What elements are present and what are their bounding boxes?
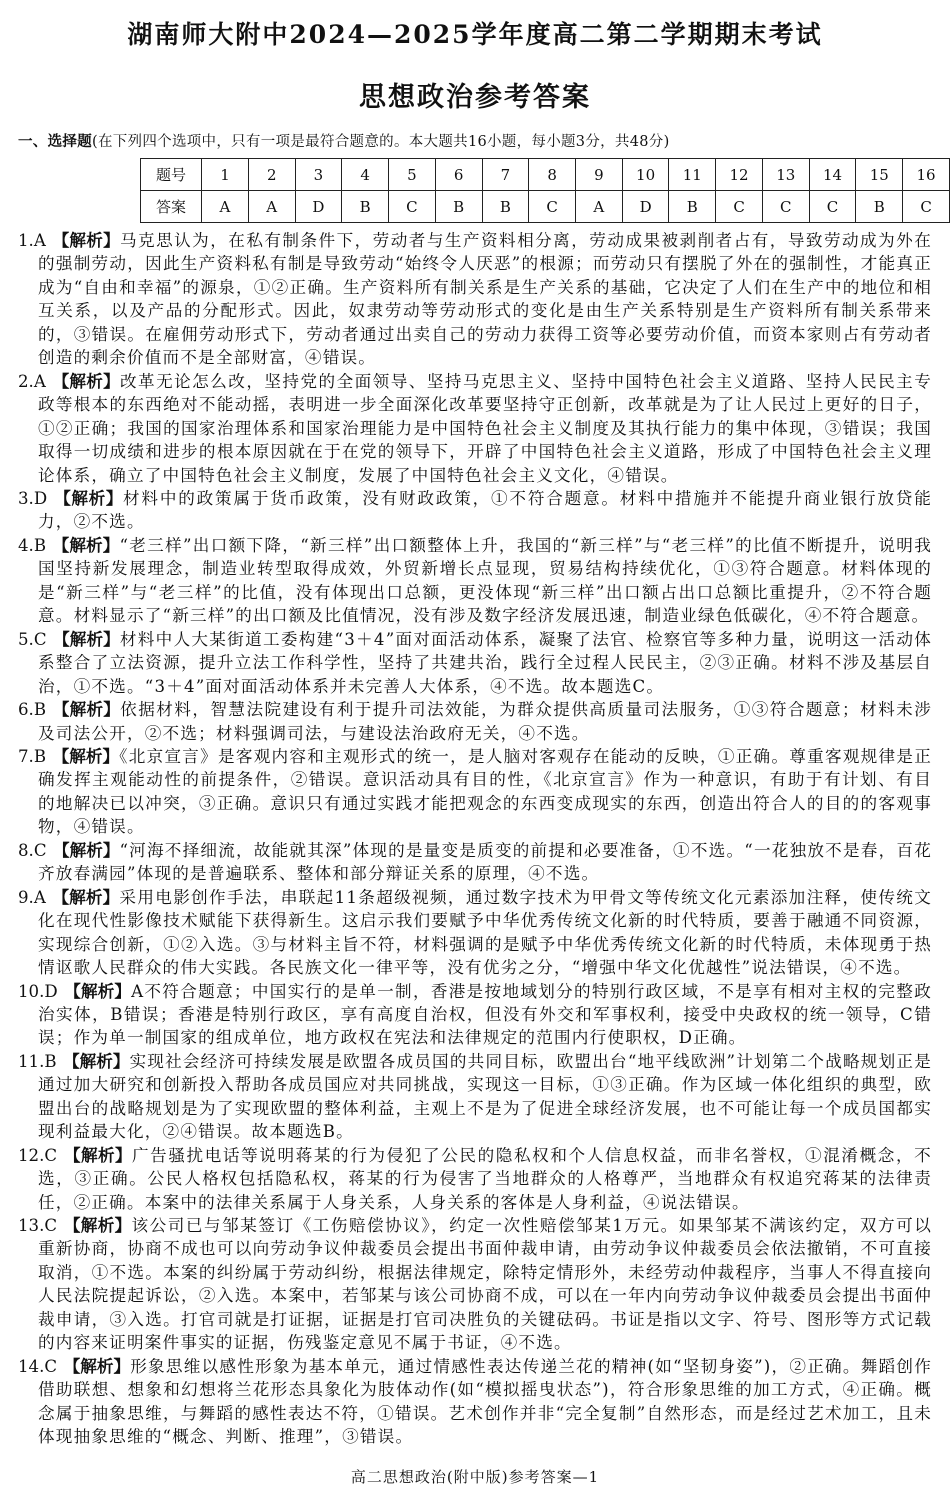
item-number: 13.C <box>18 1216 58 1236</box>
explanation-item <box>18 229 932 370</box>
answer-cell: B <box>669 191 716 223</box>
explanation-item <box>18 534 932 628</box>
explanation-item <box>18 839 932 886</box>
question-number-cell: 2 <box>248 159 295 191</box>
item-number: 4.B <box>18 535 47 555</box>
item-text: A不符合题意；中国实行的是单一制，香港是按地域划分的特别行政区域，不是享有相对主权的完整政治实体，B错误；香港是特别行政区，享有高度自治权，但没有外交和军事权利，接受中央政权的统一领导，C错误；作为单一制国家的组成单位，地方政权在宪法和法律规定的范围内行使职权，D正确。 <box>38 981 932 1048</box>
item-number: 7.B <box>18 746 47 766</box>
explanation-item <box>18 1214 932 1355</box>
analysis-tag: 【解析】 <box>63 1051 130 1071</box>
analysis-tag: 【解析】 <box>63 1216 132 1236</box>
question-number-cell: 10 <box>622 159 669 191</box>
analysis-tag: 【解析】 <box>52 700 121 720</box>
item-text: 实现社会经济可持续发展是欧盟各成员国的共同目标，欧盟出台“地平线欧洲”计划第二个战略规划正是通过加大研究和创新投入帮助各成员国应对共同挑战，实现这一目标，①③正确。作为区域一体化组织的典型，欧盟出台的战略规划是为了实现欧盟的整体利益，主观上不是为了促进全球经济发展，也不可能让每一个成员国都实现利益最大化，②④错误。故本题选B。 <box>38 1051 932 1142</box>
question-number-cell: 15 <box>856 159 903 191</box>
answer-explanations <box>18 229 932 1449</box>
question-number-cell: 6 <box>435 159 482 191</box>
answer-cell: A <box>248 191 295 223</box>
item-text: 马克思认为，在私有制条件下，劳动者与生产资料相分离，劳动成果被剥削者占有，导致劳动成为外在的强制劳动，因此生产资料私有制是导致劳动“始终令人厌恶”的根源；而劳动只有摆脱了外在的强制性，才能真正成为“自由和幸福”的源泉，①②正确。生产资料所有制关系是生产关系的基础，它决定了人们在生产中的地位和相互关系，以及产品的分配形式。因此，奴隶劳动等劳动形式的变化是由生产关系特别是生产资料所有制关系带来的，③错误。在雇佣劳动形式下，劳动者通过出卖自己的劳动力获得工资等必要劳动价值，而资本家则占有劳动者创造的剩余价值而不是全部财富，④错误。 <box>38 231 932 368</box>
item-text: 改革无论怎么改，坚持党的全面领导、坚持马克思主义、坚持中国特色社会主义道路、坚持人民民主专政等根本的东西绝对不能动摇，表明进一步全面深化改革要坚持守正创新，改革就是为了让人民过上更好的日子，①②正确；我国的国家治理体系和国家治理能力是中国特色社会主义制度及其执行能力的集中体现，③错误；我国取得一切成绩和进步的根本原因就在于在党的领导下，开辟了中国特色社会主义道路，形成了中国特色社会主义理论体系，确立了中国特色社会主义制度，发展了中国特色社会主义文化，④错误。 <box>38 371 932 485</box>
answer-table <box>140 158 950 223</box>
section-note: (在下列四个选项中，只有一项是最符合题意的。本大题共16小题，每小题3分，共48分) <box>92 134 670 150</box>
analysis-tag: 【解析】 <box>52 231 120 250</box>
row-label-number: 题号 <box>141 159 202 191</box>
explanation-item <box>18 1355 932 1449</box>
question-number-cell: 12 <box>716 159 763 191</box>
explanation-item <box>18 628 932 698</box>
analysis-tag: 【解析】 <box>52 535 120 555</box>
item-number: 3.D <box>18 488 48 508</box>
item-number: 9.A <box>18 887 46 907</box>
question-number-cell: 3 <box>295 159 342 191</box>
answer-cell: D <box>622 191 669 223</box>
item-number: 14.C <box>18 1356 58 1376</box>
item-text: 形象思维以感性形象为基本单元，通过情感性表达传递兰花的精神(如“坚韧身姿”)，②正确。舞蹈创作借助联想、想象和幻想将兰花形态具象化为肢体动作(如“模拟摇曳状态”)，符合形象思维的加工方式，④正确。概念属于抽象思维，与舞蹈的感性表达不符，①错误。艺术创作并非“完全复制”自然形态，而是经过艺术加工，且未体现抽象思维的“概念、判断、推理”，③错误。 <box>38 1356 933 1447</box>
explanation-item <box>18 886 932 980</box>
document-title: 湖南师大附中2024—2025学年度高二第二学期期末考试 <box>127 20 823 49</box>
item-text: 《北京宣言》是客观内容和主观形式的统一，是人脑对客观存在能动的反映，①正确。尊重客观规律是正确发挥主观能动性的前提条件，②错误。意识活动具有目的性，《北京宣言》作为一种意识，有助于有计划、有目的地解决已以冲突，③正确。意识只有通过实践才能把观念的东西变成现实的东西，创造出符合人的目的的客观事物，④错误。 <box>38 746 932 837</box>
answer-cell: A <box>575 191 622 223</box>
answer-cell: B <box>435 191 482 223</box>
section-label: 一、选择题 <box>18 133 92 150</box>
answer-cell: B <box>482 191 529 223</box>
answer-cell: C <box>762 191 809 223</box>
answer-cell: D <box>295 191 342 223</box>
analysis-tag: 【解析】 <box>52 371 120 391</box>
explanation-item <box>18 370 932 487</box>
analysis-tag: 【解析】 <box>54 488 124 508</box>
explanation-item <box>18 1050 932 1144</box>
question-number-cell: 5 <box>389 159 436 191</box>
question-number-cell: 1 <box>202 159 249 191</box>
answer-cell: C <box>903 191 950 223</box>
item-text: 材料中人大某街道工委构建“3＋4”面对面活动体系，凝聚了法官、检察官等多种力量，说明这一活动体系整合了立法资源，提升立法工作科学性，坚持了共建共治，践行全过程人民民主，②③正确。材料不涉及基层自治，①不选。“3＋4”面对面活动体系并未完善人大体系，④不选。故本题选C。 <box>38 629 932 696</box>
item-number: 6.B <box>18 700 47 720</box>
question-number-cell: 7 <box>482 159 529 191</box>
answer-cell: A <box>202 191 249 223</box>
answer-cell: C <box>529 191 576 223</box>
analysis-tag: 【解析】 <box>63 1356 131 1376</box>
analysis-tag: 【解析】 <box>52 746 120 766</box>
explanation-item <box>18 698 932 745</box>
item-number: 2.A <box>18 371 46 391</box>
item-number: 1.A <box>18 231 46 250</box>
analysis-tag: 【解析】 <box>53 629 120 649</box>
item-number: 8.C <box>18 840 47 860</box>
explanation-item <box>18 487 932 534</box>
question-number-cell: 9 <box>575 159 622 191</box>
question-number-cell: 16 <box>903 159 950 191</box>
answer-cell: B <box>856 191 903 223</box>
analysis-tag: 【解析】 <box>63 1145 132 1165</box>
item-text: 采用电影创作手法，串联起11条超级视频，通过数字技术为甲骨文等传统文化元素添加注释，使传统文化在现代性影像技术赋能下获得新生。这启示我们要赋予中华优秀传统文化新的时代特质，要善于融通不同资源，实现综合创新，①②入选。③与材料主旨不符，材料强调的是赋予中华优秀传统文化新的时代特质，未体现勇于热情讴歌人民群众的伟大实践。各民族文化一律平等，没有优劣之分，“增强中华文化优越性”说法错误，④不选。 <box>38 887 933 978</box>
analysis-tag: 【解析】 <box>64 981 132 1001</box>
item-text: 广告骚扰电话等说明蒋某的行为侵犯了公民的隐私权和个人信息权益，而非名誉权，①混淆概念，不选，③正确。公民人格权包括隐私权，蒋某的行为侵害了当地群众的人格尊严，当地群众有权追究蒋某的法律责任，②正确。本案中的法律关系属于人身关系，人身关系的客体是人身利益，④说法错误。 <box>38 1145 932 1212</box>
item-text: “河海不择细流，故能就其深”体现的是量变是质变的前提和必要准备，①不选。“一花独放不是春，百花齐放春满园”体现的是普遍联系、整体和部分辩证关系的原理，④不选。 <box>38 840 933 884</box>
analysis-tag: 【解析】 <box>52 887 120 907</box>
explanation-item <box>18 745 932 839</box>
item-number: 5.C <box>18 629 47 649</box>
explanation-item <box>18 1144 932 1214</box>
analysis-tag: 【解析】 <box>53 840 120 860</box>
question-number-cell: 13 <box>762 159 809 191</box>
row-label-answer: 答案 <box>141 191 202 223</box>
item-text: 依据材料，智慧法院建设有利于提升司法效能，为群众提供高质量司法服务，①③符合题意；材料未涉及司法公开，②不选；材料强调司法，与建设法治政府无关，④不选。 <box>38 700 932 743</box>
question-number-cell: 8 <box>529 159 576 191</box>
item-text: 该公司已与邹某签订《工伤赔偿协议》，约定一次性赔偿邹某1万元。如果邹某不满该约定，双方可以重新协商，协商不成也可以向劳动争议仲裁委员会提出书面仲裁申请，由劳动争议仲裁委员会依法撤销，不可直接取消，①不选。本案的纠纷属于劳动纠纷，根据法律规定，除特定情形外，未经劳动仲裁程序，当事人不得直接向人民法院提起诉讼，②入选。本案中，若邹某与该公司协商不成，可以在一年内向劳动争议仲裁委员会提出书面仲裁申请，③入选。打官司就是打证据，证据是打官司决胜负的关键砝码。书证是指以文字、符号、图形等方式记载的内容来证明案件事实的证据，伤残鉴定意见不属于书证，④不选。 <box>38 1216 932 1353</box>
question-number-cell: 14 <box>809 159 856 191</box>
document-subtitle: 思想政治参考答案 <box>359 82 591 113</box>
answer-cell: B <box>342 191 389 223</box>
explanation-item <box>18 980 932 1050</box>
answer-cell: C <box>716 191 763 223</box>
item-number: 11.B <box>18 1051 57 1071</box>
item-number: 12.C <box>18 1145 58 1165</box>
question-number-cell: 4 <box>342 159 389 191</box>
item-number: 10.D <box>18 981 58 1001</box>
question-number-cell: 11 <box>669 159 716 191</box>
answer-cell: C <box>809 191 856 223</box>
section-heading <box>18 132 932 152</box>
item-text: “老三样”出口额下降，“新三样”出口额整体上升，我国的“新三样”与“老三样”的比值不断提升，说明我国坚持新发展理念，制造业转型取得成效，外贸新增长点显现，贸易结构持续优化，①③符合题意。材料体现的是“新三样”与“老三样”的比值，没有体现出口总额，更没体现“新三样”出口额占出口总额比重提升，②不符合题意。材料显示了“新三样”的出口额及比值情况，没有涉及数字经济发展迅速，制造业绿色低碳化，④不符合题意。 <box>38 535 932 626</box>
item-text: 材料中的政策属于货币政策，没有财政政策，①不符合题意。材料中措施并不能提升商业银行放贷能力，②不选。 <box>38 488 932 532</box>
page-footer: 高二思想政治(附中版)参考答案—1 <box>350 1467 600 1486</box>
answer-cell: C <box>389 191 436 223</box>
